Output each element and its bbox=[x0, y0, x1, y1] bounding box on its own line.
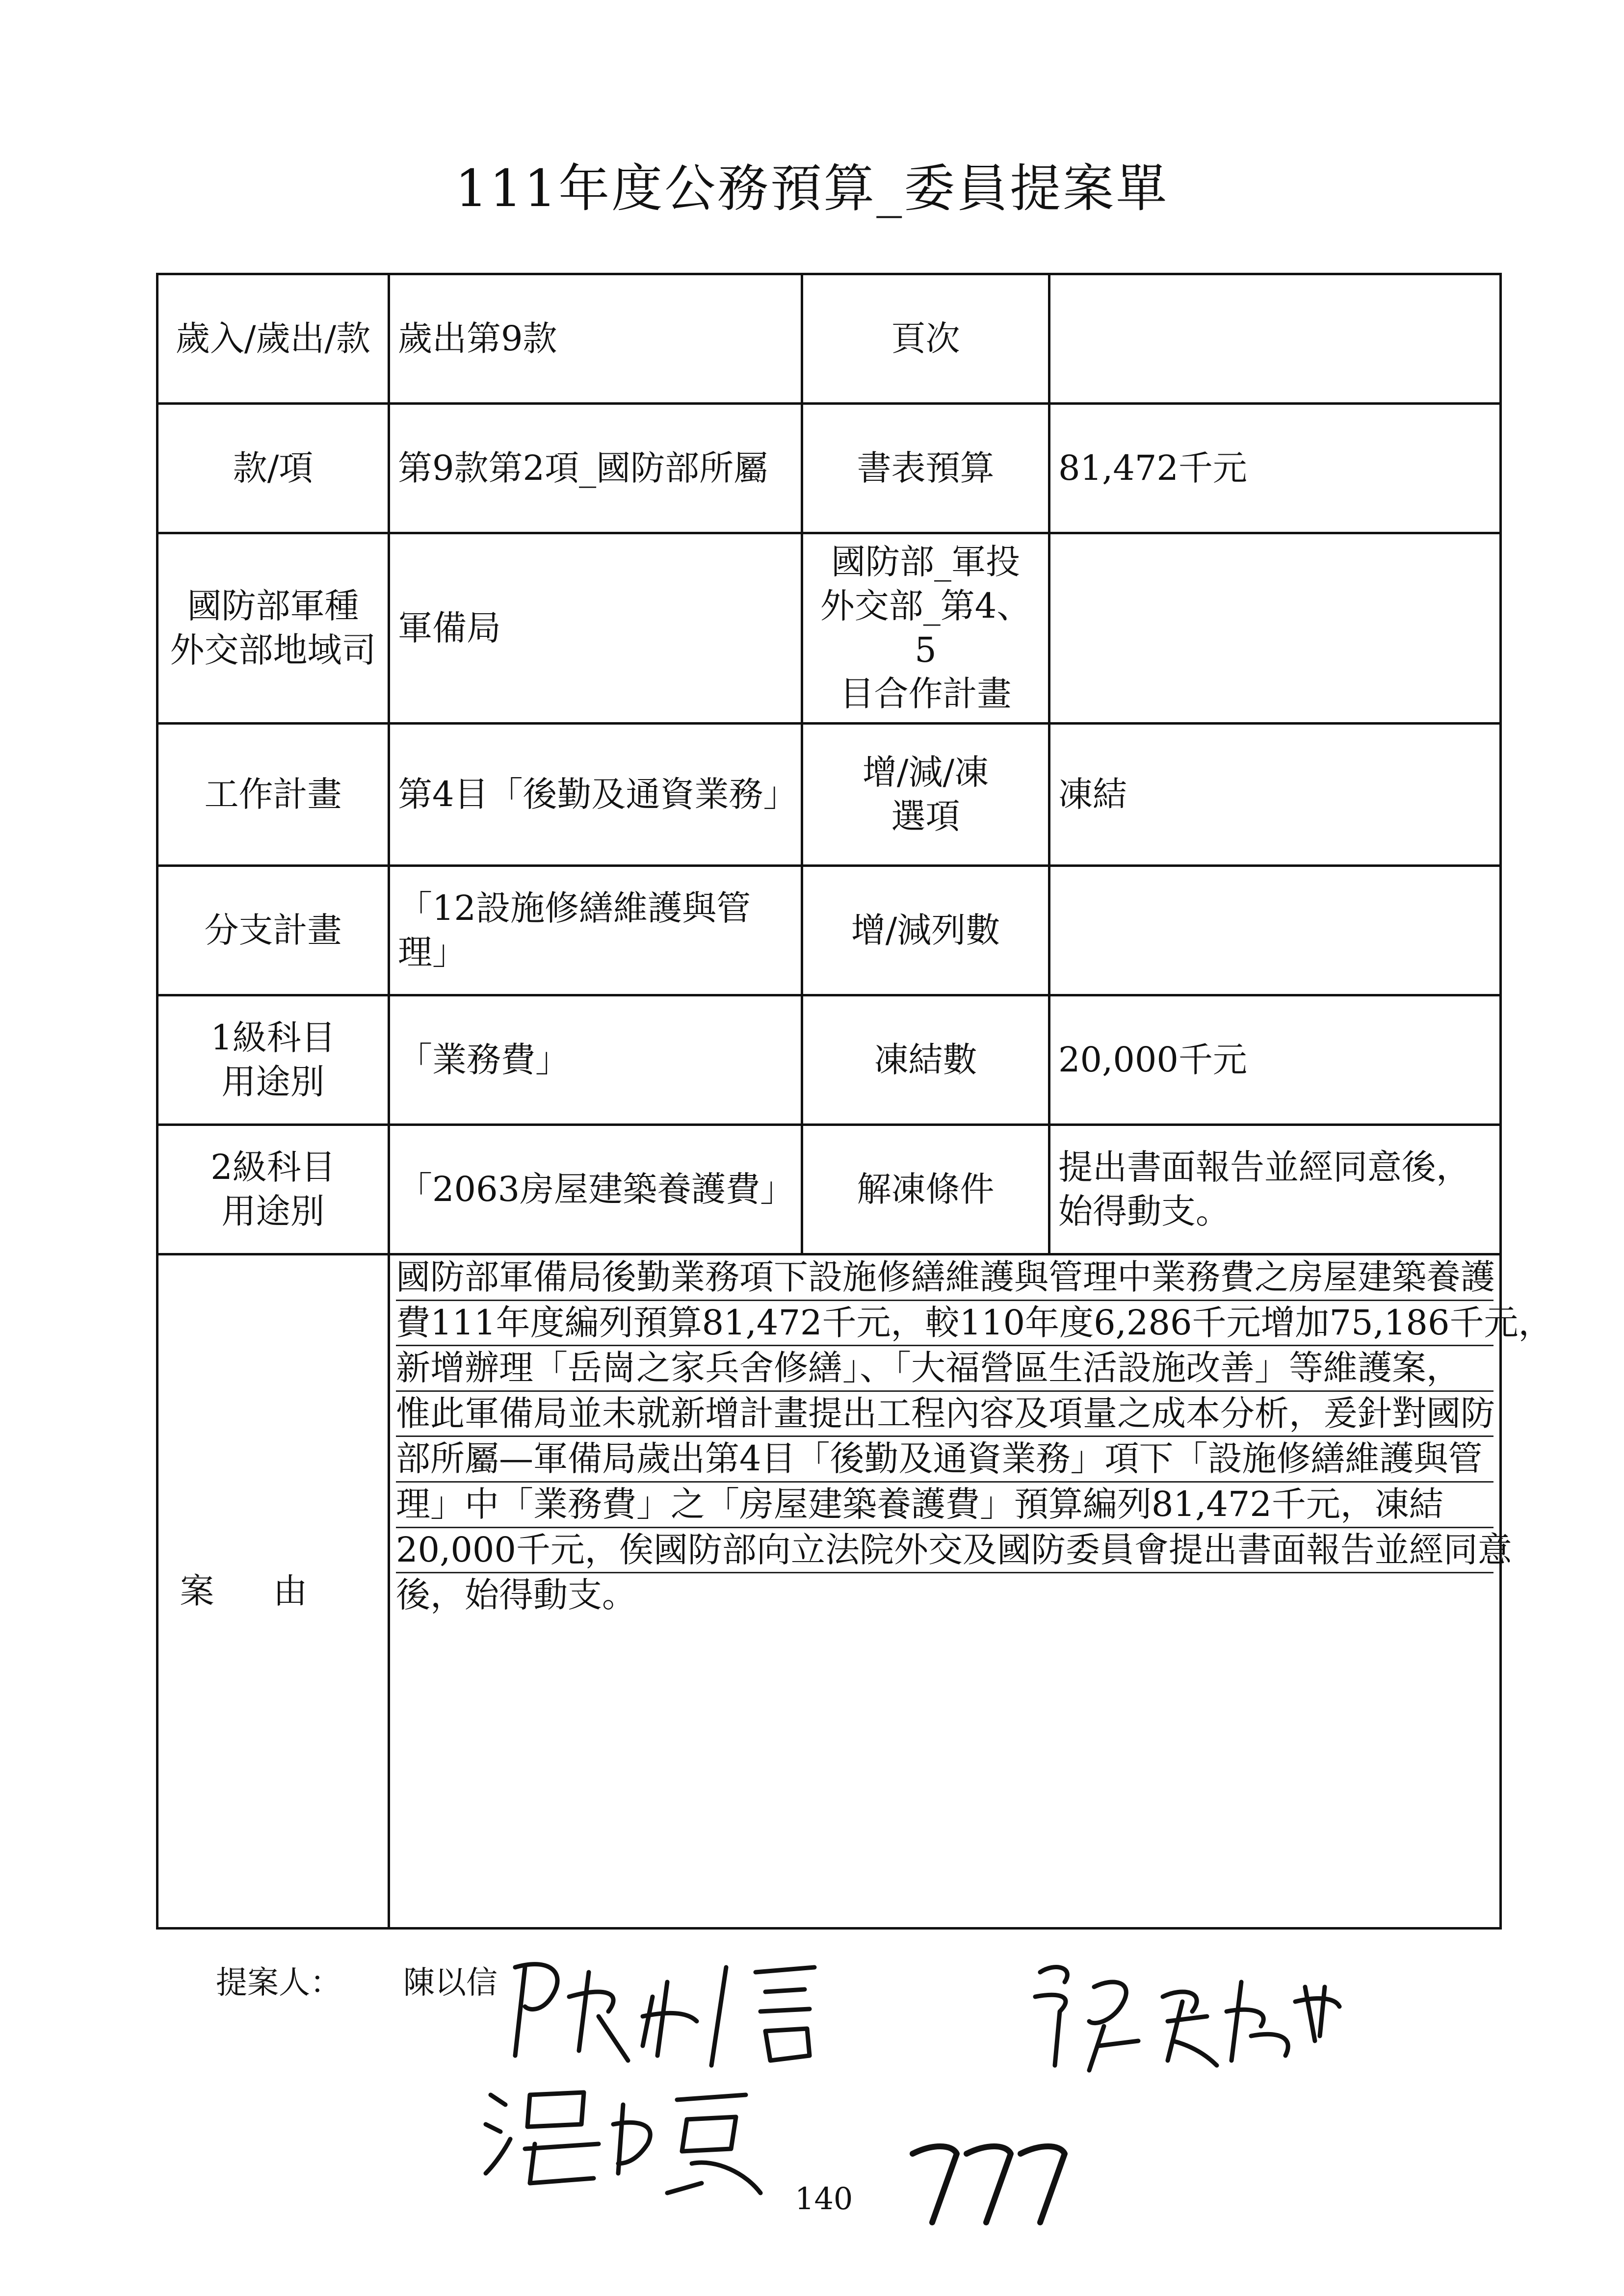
label-cell: 款/項 bbox=[157, 404, 389, 533]
reason-line: 部所屬—軍備局歲出第4目「後勤及通資業務」項下「設施修繕維護與管 bbox=[396, 1437, 1493, 1483]
value-cell: 歲出第9款 bbox=[389, 274, 802, 404]
value-cell: 「2063房屋建築養護費」 bbox=[389, 1125, 802, 1254]
label-line: 2級科目 bbox=[210, 1147, 336, 1187]
label-line: 外交部_第4、5 bbox=[820, 585, 1031, 670]
reason-line: 新增辦理「岳崗之家兵舍修繕」、「大福營區生活設施改善」等維護案， bbox=[396, 1346, 1493, 1392]
value-cell: 第9款第2項_國防部所屬 bbox=[389, 404, 802, 533]
value-cell bbox=[1049, 866, 1501, 995]
proposal-form-table bbox=[156, 273, 1553, 1930]
signature-chen-yi-hsin bbox=[481, 1938, 854, 2085]
label-cell: 頁次 bbox=[802, 274, 1049, 404]
value-cell bbox=[1049, 1125, 1501, 1254]
page-title: 111年度公務預算_委員提案單 bbox=[455, 158, 1169, 218]
reason-line: 費111年度編列預算81,472千元，較110年度6,286千元增加75,186千元， bbox=[396, 1301, 1493, 1347]
label-cell: 解凍條件 bbox=[802, 1125, 1049, 1254]
proposer-label: 提案人： bbox=[216, 1965, 341, 2001]
label-line: 用途別 bbox=[221, 1061, 325, 1102]
table-row bbox=[157, 866, 1501, 995]
label-cell bbox=[802, 724, 1049, 866]
table-row bbox=[157, 404, 1501, 533]
reason-line: 20,000千元，俟國防部向立法院外交及國防委員會提出書面報告並經同意 bbox=[396, 1528, 1493, 1574]
value-cell: 第4目「後勤及通資業務」 bbox=[389, 724, 802, 866]
table-row bbox=[157, 995, 1501, 1125]
reason-text-cell bbox=[389, 1254, 1553, 1929]
value-line: 提出書面報告並經同意後， bbox=[1058, 1147, 1470, 1187]
label-line: 選項 bbox=[891, 796, 960, 836]
signature-lai-shih-pao bbox=[1021, 1943, 1364, 2095]
label-line: 國防部_軍投 bbox=[831, 542, 1020, 582]
value-cell: 凍結 bbox=[1049, 724, 1501, 866]
value-cell: 81,472千元 bbox=[1049, 404, 1501, 533]
reason-line: 惟此軍備局並未就新增計畫提出工程內容及項量之成本分析，爰針對國防 bbox=[396, 1392, 1493, 1437]
handwritten-stamp-number bbox=[903, 2129, 1079, 2227]
reason-row bbox=[157, 1254, 1501, 1929]
label-cell bbox=[157, 533, 389, 724]
value-cell: 「業務費」 bbox=[389, 995, 802, 1125]
label-line: 外交部地域司 bbox=[170, 629, 376, 670]
reason-label-cell bbox=[157, 1254, 389, 1929]
label-cell: 凍結數 bbox=[802, 995, 1049, 1125]
label-line: 用途別 bbox=[221, 1191, 325, 1231]
table-row bbox=[157, 1125, 1501, 1254]
page-number: 140 bbox=[795, 2181, 853, 2217]
label-line: 國防部軍種 bbox=[187, 585, 359, 626]
label-line: 目合作計畫 bbox=[839, 674, 1012, 714]
reason-line: 後，始得動支。 bbox=[396, 1575, 636, 1616]
value-line: 始得動支。 bbox=[1058, 1191, 1230, 1231]
label-cell: 歲入/歲出/款 bbox=[157, 274, 389, 404]
proposer-name: 陳以信 bbox=[403, 1965, 498, 2001]
signature-wen-yu-hsia bbox=[471, 2065, 785, 2203]
label-cell bbox=[802, 533, 1049, 724]
label-cell bbox=[157, 995, 389, 1125]
value-cell: 「12設施修繕維護與管理」 bbox=[389, 866, 802, 995]
reason-label: 案由 bbox=[180, 1570, 367, 1611]
reason-line: 國防部軍備局後勤業務項下設施修繕維護與管理中業務費之房屋建築養護 bbox=[396, 1255, 1493, 1301]
label-cell: 書表預算 bbox=[802, 404, 1049, 533]
label-cell: 增/減列數 bbox=[802, 866, 1049, 995]
label-cell: 工作計畫 bbox=[157, 724, 389, 866]
value-cell: 軍備局 bbox=[389, 533, 802, 724]
table-row bbox=[157, 724, 1501, 866]
label-line: 增/減/凍 bbox=[862, 752, 989, 792]
label-cell: 分支計畫 bbox=[157, 866, 389, 995]
value-cell: 20,000千元 bbox=[1049, 995, 1501, 1125]
label-line: 1級科目 bbox=[210, 1017, 336, 1058]
table-row bbox=[157, 274, 1501, 404]
value-cell bbox=[1049, 533, 1501, 724]
label-cell bbox=[157, 1125, 389, 1254]
reason-line: 理」中「業務費」之「房屋建築養護費」預算編列81,472千元，凍結 bbox=[396, 1483, 1493, 1528]
value-cell bbox=[1049, 274, 1501, 404]
table-row bbox=[157, 533, 1501, 724]
